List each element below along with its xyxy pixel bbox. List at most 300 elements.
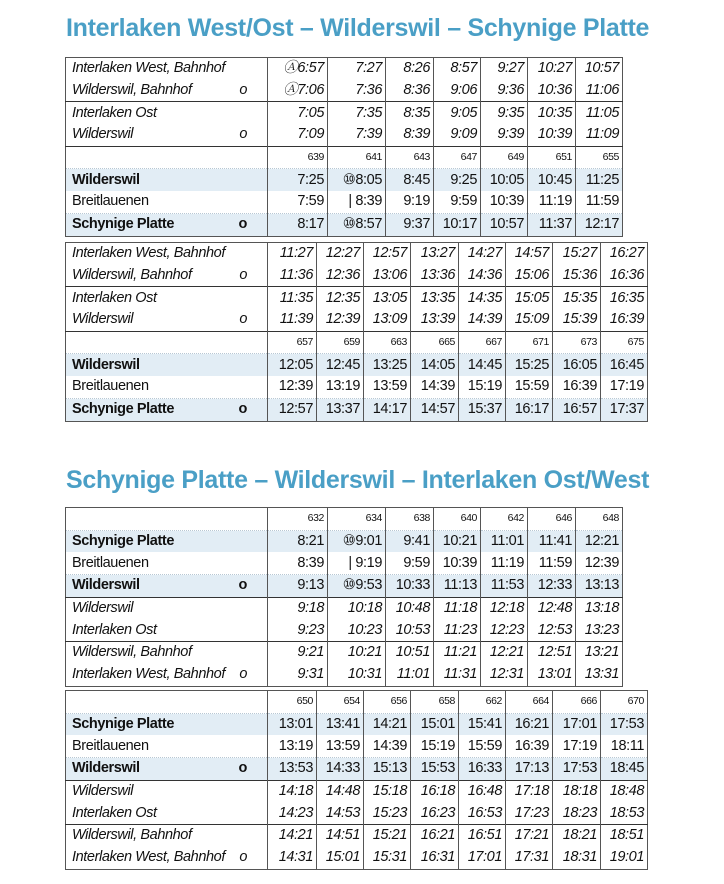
station-name	[66, 58, 268, 80]
departure-time: 14:23	[268, 802, 317, 824]
departure-time: 13:06	[364, 265, 411, 287]
departure-time: 17:18	[506, 780, 553, 802]
departure-time: 10:36	[528, 80, 576, 102]
station-label: Interlaken Ost	[72, 621, 157, 638]
timetable-row	[66, 642, 623, 664]
station-label: Wilderswil	[72, 171, 140, 188]
departure-time: 13:27	[411, 243, 459, 265]
departure-time: 10:48	[386, 597, 434, 619]
timetable-row	[66, 508, 623, 531]
departure-time: 9:39	[481, 124, 528, 146]
departure-time: 15:09	[506, 309, 553, 331]
departure-time: 18:48	[601, 780, 648, 802]
departure-time: 16:27	[601, 243, 648, 265]
station-label: Schynige Platte	[72, 716, 174, 733]
train-number: 643	[386, 146, 434, 169]
train-number: 641	[328, 146, 386, 169]
departure-time: 14:31	[268, 847, 317, 869]
departure-time: 8:17	[268, 213, 328, 236]
departure-time: 8:45	[386, 169, 434, 191]
train-number: 675	[601, 331, 648, 354]
departure-time: 11:09	[576, 124, 623, 146]
timetable-row	[66, 169, 623, 191]
departure-time: 13:36	[411, 265, 459, 287]
timetable-row	[66, 530, 623, 552]
timetable-row	[66, 376, 648, 398]
train-number: 671	[506, 331, 553, 354]
departure-time: 7:09	[268, 124, 328, 146]
departure-time: 11:19	[481, 552, 528, 574]
departure-time: 16:18	[411, 780, 459, 802]
train-number: 665	[411, 331, 459, 354]
departure-time: ⑩8:05	[328, 169, 386, 191]
departure-time: 13:41	[317, 713, 364, 735]
station-label: Interlaken Ost	[72, 804, 157, 821]
departure-time: 9:13	[268, 575, 328, 598]
timetable-row	[66, 619, 623, 641]
station-label: Interlaken West, Bahnhof	[72, 60, 225, 77]
departure-time: 9:18	[268, 597, 328, 619]
departure-time: 15:21	[364, 825, 411, 847]
departure-time: | 8:39	[328, 191, 386, 213]
departure-time: 16:21	[411, 825, 459, 847]
departure-time: 18:53	[601, 802, 648, 824]
departure-time: 12:35	[317, 287, 364, 309]
train-number: 651	[528, 146, 576, 169]
station-label: Wilderswil, Bahnhof	[72, 267, 192, 284]
station-label: Breitlauenen	[72, 193, 149, 210]
departure-time: 18:21	[553, 825, 601, 847]
timetable-row	[66, 191, 623, 213]
departure-time: 15:13	[364, 758, 411, 781]
station-name	[66, 309, 268, 331]
station-name	[66, 552, 268, 574]
departure-time: 15:23	[364, 802, 411, 824]
timetable-row	[66, 664, 623, 686]
departure-time: 12:18	[481, 597, 528, 619]
departure-time: 9:36	[481, 80, 528, 102]
departure-time: 13:21	[576, 642, 623, 664]
station-label: Wilderswil	[72, 783, 134, 800]
train-number: 632	[268, 508, 328, 531]
departure-time: 7:35	[328, 102, 386, 124]
timetable-downhill-afternoon	[65, 690, 648, 870]
station-label: Wilderswil, Bahnhof	[72, 827, 192, 844]
connection-marker: o	[238, 400, 247, 417]
departure-time: 17:31	[506, 847, 553, 869]
departure-time: 19:01	[601, 847, 648, 869]
departure-time: 17:01	[553, 713, 601, 735]
train-number: 639	[268, 146, 328, 169]
section-title-downhill: Schynige Platte – Wilderswil – Interlaken Ost/West	[66, 466, 650, 494]
departure-time: 9:21	[268, 642, 328, 664]
station-label: Schynige Platte	[72, 401, 174, 418]
station-name	[66, 265, 268, 287]
station-label: Wilderswil	[72, 600, 134, 617]
departure-time: ⑩9:53	[328, 575, 386, 598]
departure-time: 10:31	[328, 664, 386, 686]
departure-time: 9:35	[481, 102, 528, 124]
departure-time: 14:17	[364, 398, 411, 421]
departure-time: 16:33	[459, 758, 506, 781]
station-name	[66, 847, 268, 869]
timetable-row	[66, 691, 648, 714]
departure-time: 14:57	[506, 243, 553, 265]
departure-time: 13:37	[317, 398, 364, 421]
departure-time: 15:41	[459, 713, 506, 735]
timetable-row	[66, 265, 648, 287]
departure-time: 13:19	[268, 735, 317, 757]
train-number: 642	[481, 508, 528, 531]
departure-time: 11:01	[386, 664, 434, 686]
station-label: Breitlauenen	[72, 737, 149, 754]
departure-time: 14:48	[317, 780, 364, 802]
connection-marker: o	[239, 311, 247, 328]
station-name	[66, 691, 268, 714]
departure-time: 14:35	[459, 287, 506, 309]
departure-time: 10:57	[576, 58, 623, 80]
station-label: Wilderswil	[72, 577, 140, 594]
train-number: 666	[553, 691, 601, 714]
departure-time: 13:23	[576, 619, 623, 641]
departure-time: 11:59	[528, 552, 576, 574]
departure-time: 10:21	[434, 530, 481, 552]
departure-time: 10:45	[528, 169, 576, 191]
departure-time: 10:39	[434, 552, 481, 574]
station-name	[66, 575, 268, 598]
station-label: Interlaken Ost	[72, 104, 157, 121]
departure-time: 16:21	[506, 713, 553, 735]
departure-time: 10:57	[481, 213, 528, 236]
departure-time: 16:53	[459, 802, 506, 824]
departure-time: 15:53	[411, 758, 459, 781]
departure-time: 16:35	[601, 287, 648, 309]
departure-time: 12:51	[528, 642, 576, 664]
train-number: 640	[434, 508, 481, 531]
station-name	[66, 530, 268, 552]
station-label: Interlaken West, Bahnhof	[72, 245, 225, 262]
departure-time: 14:18	[268, 780, 317, 802]
train-number: 634	[328, 508, 386, 531]
timetable-row	[66, 575, 623, 598]
departure-time: ⑩8:57	[328, 213, 386, 236]
station-label: Interlaken West, Bahnhof	[72, 666, 225, 683]
departure-time: 7:39	[328, 124, 386, 146]
departure-time: 18:45	[601, 758, 648, 781]
timetable-row	[66, 102, 623, 124]
departure-time: 9:06	[434, 80, 481, 102]
train-number: 646	[528, 508, 576, 531]
departure-time: 9:37	[386, 213, 434, 236]
departure-time: 14:39	[411, 376, 459, 398]
departure-time: 14:27	[459, 243, 506, 265]
departure-time: 8:26	[386, 58, 434, 80]
departure-time: 14:33	[317, 758, 364, 781]
timetable-downhill-morning	[65, 507, 623, 687]
departure-time: 13:05	[364, 287, 411, 309]
train-number: 648	[576, 508, 623, 531]
station-label: Wilderswil, Bahnhof	[72, 82, 192, 99]
departure-time: 11:27	[268, 243, 317, 265]
departure-time: 10:39	[528, 124, 576, 146]
station-name	[66, 825, 268, 847]
departure-time: 9:31	[268, 664, 328, 686]
station-name	[66, 802, 268, 824]
timetable-row	[66, 825, 648, 847]
departure-time: 13:13	[576, 575, 623, 598]
departure-time: Ⓐ7:06	[268, 80, 328, 102]
connection-marker: o	[238, 577, 247, 594]
departure-time: 9:19	[386, 191, 434, 213]
departure-time: 18:18	[553, 780, 601, 802]
departure-time: 16:05	[553, 354, 601, 376]
connection-marker: o	[238, 215, 247, 232]
departure-time: 13:31	[576, 664, 623, 686]
departure-time: 15:05	[506, 287, 553, 309]
departure-time: 13:01	[528, 664, 576, 686]
departure-time: 7:05	[268, 102, 328, 124]
train-number: 667	[459, 331, 506, 354]
departure-time: 11:36	[268, 265, 317, 287]
departure-time: 7:36	[328, 80, 386, 102]
departure-time: 10:05	[481, 169, 528, 191]
departure-time: 10:33	[386, 575, 434, 598]
departure-time: 17:53	[601, 713, 648, 735]
connection-marker: o	[239, 665, 247, 682]
train-number: 649	[481, 146, 528, 169]
departure-time: 16:39	[506, 735, 553, 757]
departure-time: 17:53	[553, 758, 601, 781]
train-number: 658	[411, 691, 459, 714]
station-name	[66, 664, 268, 686]
departure-time: 12:31	[481, 664, 528, 686]
departure-time: 7:25	[268, 169, 328, 191]
timetable-row	[66, 552, 623, 574]
station-name	[66, 619, 268, 641]
departure-time: 15:19	[459, 376, 506, 398]
departure-time: 12:39	[576, 552, 623, 574]
departure-time: 14:57	[411, 398, 459, 421]
departure-time: 12:21	[481, 642, 528, 664]
timetable-row	[66, 735, 648, 757]
departure-time: 11:53	[481, 575, 528, 598]
departure-time: 10:17	[434, 213, 481, 236]
departure-time: 12:21	[576, 530, 623, 552]
departure-time: 9:05	[434, 102, 481, 124]
train-number: 664	[506, 691, 553, 714]
departure-time: 12:27	[317, 243, 364, 265]
connection-marker: o	[238, 760, 247, 777]
departure-time: 15:59	[506, 376, 553, 398]
departure-time: 13:01	[268, 713, 317, 735]
departure-time: 9:25	[434, 169, 481, 191]
departure-time: 13:09	[364, 309, 411, 331]
departure-time: 12:39	[268, 376, 317, 398]
station-name	[66, 124, 268, 146]
departure-time: 12:23	[481, 619, 528, 641]
departure-time: 17:01	[459, 847, 506, 869]
departure-time: 15:18	[364, 780, 411, 802]
departure-time: 10:53	[386, 619, 434, 641]
departure-time: 7:27	[328, 58, 386, 80]
departure-time: 8:39	[268, 552, 328, 574]
departure-time: 15:59	[459, 735, 506, 757]
departure-time: 8:21	[268, 530, 328, 552]
timetable-row	[66, 80, 623, 102]
departure-time: 8:35	[386, 102, 434, 124]
timetable-row	[66, 287, 648, 309]
departure-time: 16:45	[601, 354, 648, 376]
departure-time: 11:01	[481, 530, 528, 552]
timetable-row	[66, 124, 623, 146]
departure-time: 11:23	[434, 619, 481, 641]
station-label: Wilderswil	[72, 356, 140, 373]
departure-time: 12:45	[317, 354, 364, 376]
departure-time: 10:39	[481, 191, 528, 213]
departure-time: 10:35	[528, 102, 576, 124]
timetable-row	[66, 58, 623, 80]
departure-time: 11:35	[268, 287, 317, 309]
departure-time: 17:37	[601, 398, 648, 421]
timetable-row	[66, 802, 648, 824]
departure-time: 14:21	[364, 713, 411, 735]
departure-time: 13:25	[364, 354, 411, 376]
train-number: 663	[364, 331, 411, 354]
departure-time: 14:21	[268, 825, 317, 847]
departure-time: 14:39	[364, 735, 411, 757]
train-number: 673	[553, 331, 601, 354]
departure-time: 14:53	[317, 802, 364, 824]
train-number: 638	[386, 508, 434, 531]
station-name	[66, 146, 268, 169]
departure-time: 16:39	[553, 376, 601, 398]
departure-time: 12:53	[528, 619, 576, 641]
departure-time: 12:33	[528, 575, 576, 598]
departure-time: 13:19	[317, 376, 364, 398]
timetable-row	[66, 597, 623, 619]
departure-time: 15:25	[506, 354, 553, 376]
train-number: 650	[268, 691, 317, 714]
train-number: 662	[459, 691, 506, 714]
connection-marker: o	[239, 848, 247, 865]
departure-time: 8:36	[386, 80, 434, 102]
departure-time: 11:19	[528, 191, 576, 213]
station-name	[66, 376, 268, 398]
station-label: Wilderswil, Bahnhof	[72, 644, 192, 661]
timetable-row	[66, 713, 648, 735]
station-name	[66, 191, 268, 213]
timetable-uphill-afternoon	[65, 242, 648, 422]
departure-time: 14:45	[459, 354, 506, 376]
departure-time: 13:59	[364, 376, 411, 398]
train-number: 656	[364, 691, 411, 714]
departure-time: 13:35	[411, 287, 459, 309]
departure-time: 18:23	[553, 802, 601, 824]
departure-time: 15:19	[411, 735, 459, 757]
departure-time: 10:18	[328, 597, 386, 619]
departure-time: 8:39	[386, 124, 434, 146]
station-name	[66, 508, 268, 531]
departure-time: 11:59	[576, 191, 623, 213]
station-name	[66, 780, 268, 802]
departure-time: 14:51	[317, 825, 364, 847]
departure-time: 15:01	[317, 847, 364, 869]
departure-time: 18:11	[601, 735, 648, 757]
departure-time: 16:36	[601, 265, 648, 287]
departure-time: 12:57	[268, 398, 317, 421]
timetable-row	[66, 398, 648, 421]
departure-time: 12:57	[364, 243, 411, 265]
departure-time: 7:59	[268, 191, 328, 213]
departure-time: 10:51	[386, 642, 434, 664]
departure-time: 15:39	[553, 309, 601, 331]
departure-time: 9:41	[386, 530, 434, 552]
departure-time: | 9:19	[328, 552, 386, 574]
timetable-row	[66, 758, 648, 781]
departure-time: 11:05	[576, 102, 623, 124]
departure-time: 13:59	[317, 735, 364, 757]
station-name	[66, 354, 268, 376]
departure-time: 12:39	[317, 309, 364, 331]
departure-time: 16:23	[411, 802, 459, 824]
timetable-row	[66, 213, 623, 236]
departure-time: 15:27	[553, 243, 601, 265]
departure-time: 13:18	[576, 597, 623, 619]
station-name	[66, 102, 268, 124]
station-label: Breitlauenen	[72, 554, 149, 571]
departure-time: 11:06	[576, 80, 623, 102]
departure-time: 17:13	[506, 758, 553, 781]
departure-time: 15:36	[553, 265, 601, 287]
departure-time: 12:17	[576, 213, 623, 236]
departure-time: 9:59	[386, 552, 434, 574]
station-label: Schynige Platte	[72, 216, 174, 233]
departure-time: 14:39	[459, 309, 506, 331]
departure-time: 8:57	[434, 58, 481, 80]
departure-time: 13:39	[411, 309, 459, 331]
departure-time: 16:17	[506, 398, 553, 421]
station-name	[66, 713, 268, 735]
departure-time: 9:09	[434, 124, 481, 146]
timetable-row	[66, 354, 648, 376]
departure-time: 11:21	[434, 642, 481, 664]
departure-time: 10:21	[328, 642, 386, 664]
station-name	[66, 80, 268, 102]
departure-time: 11:18	[434, 597, 481, 619]
departure-time: 13:53	[268, 758, 317, 781]
departure-time: 15:31	[364, 847, 411, 869]
departure-time: 12:36	[317, 265, 364, 287]
station-name	[66, 287, 268, 309]
station-label: Breitlauenen	[72, 378, 149, 395]
station-label: Wilderswil	[72, 126, 134, 143]
connection-marker: o	[239, 126, 247, 143]
station-name	[66, 735, 268, 757]
departure-time: 18:51	[601, 825, 648, 847]
departure-time: 17:23	[506, 802, 553, 824]
station-label: Wilderswil	[72, 311, 134, 328]
train-number: 647	[434, 146, 481, 169]
station-name	[66, 243, 268, 265]
departure-time: 18:31	[553, 847, 601, 869]
station-name	[66, 597, 268, 619]
departure-time: 10:27	[528, 58, 576, 80]
departure-time: 11:25	[576, 169, 623, 191]
departure-time: 15:01	[411, 713, 459, 735]
departure-time: 10:23	[328, 619, 386, 641]
train-number: 657	[268, 331, 317, 354]
station-name	[66, 331, 268, 354]
